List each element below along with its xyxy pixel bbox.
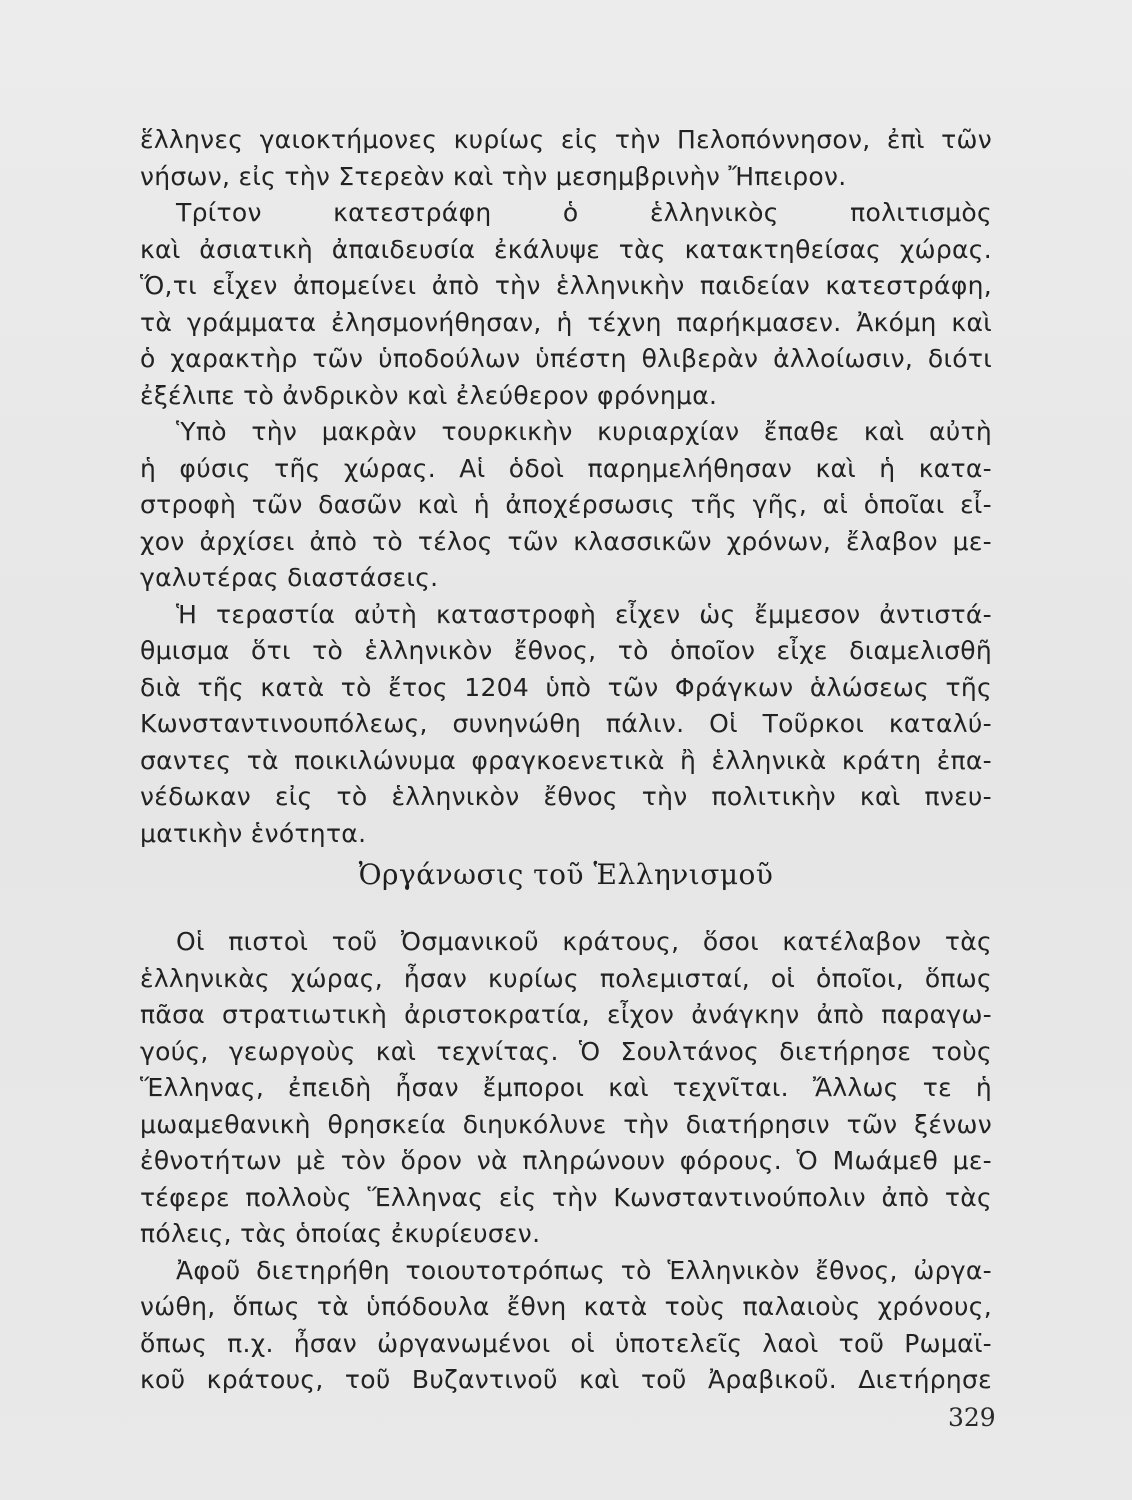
text-line: καὶ ἀσιατικὴ ἀπαιδευσία ἐκάλυψε τὰς κατακτηθείσας χώρας. (140, 234, 992, 264)
text-line: τέφερε πολλοὺς Ἕλληνας εἰς τὴν Κωνσταντινούπολιν ἀπὸ τὰς (140, 1182, 992, 1212)
text-line: διὰ τῆς κατὰ τὸ ἔτος 1204 ὑπὸ τῶν Φράγκων ἁλώσεως τῆς (140, 672, 992, 702)
text-line: γούς, γεωργοὺς καὶ τεχνίτας. Ὁ Σουλτάνος διετήρησε τοὺς (140, 1036, 992, 1066)
text-line: ἐξέλιπε τὸ ἀνδρικὸν καὶ ἐλεύθερον φρόνημα. (140, 380, 718, 410)
text-line: πᾶσα στρατιωτικὴ ἀριστοκρατία, εἶχον ἀνάγκην ἀπὸ παραγω- (140, 1000, 992, 1029)
text-line: Ἡ τεραστία αὐτὴ καταστροφὴ εἶχεν ὡς ἔμμεσον ἀντιστά- (176, 599, 992, 629)
text-line: Ἕλληνας, ἐπειδὴ ἦσαν ἔμποροι καὶ τεχνῖται. Ἄλλως τε ἡ (140, 1073, 992, 1102)
section-2-body (140, 924, 992, 1399)
text-line: σαντες τὰ ποικιλώνυμα φραγκοενετικὰ ἢ ἑλληνικὰ κράτη ἐπα- (140, 745, 992, 775)
text-line: θμισμα ὅτι τὸ ἑλληνικὸν ἔθνος, τὸ ὁποῖον εἶχε διαμελισθῆ (140, 636, 992, 665)
text-line: τὰ γράμματα ἐλησμονήθησαν, ἡ τέχνη παρήκμασεν. Ἀκόμη καὶ (140, 307, 992, 337)
text-line: ἕλληνες γαιοκτήμονες κυρίως εἰς τὴν Πελοπόννησον, ἐπὶ τῶν (140, 125, 992, 154)
section-1-body (140, 122, 992, 852)
text-line: Ὅ,τι εἶχεν ἀπομείνει ἀπὸ τὴν ἑλληνικὴν παιδείαν κατεστράφη, (140, 271, 992, 300)
text-line: ἐθνοτήτων μὲ τὸν ὅρον νὰ πληρώνουν φόρους. Ὁ Μωάμεθ με- (140, 1146, 992, 1175)
text-line: ματικὴν ἑνότητα. (140, 818, 367, 848)
text-line: χον ἀρχίσει ἀπὸ τὸ τέλος τῶν κλασσικῶν χρόνων, ἔλαβον με- (140, 526, 992, 556)
text-line: νήσων, εἰς τὴν Στερεὰν καὶ τὴν μεσημβρινὴν Ἤπειρον. (140, 161, 847, 191)
text-line: στροφὴ τῶν δασῶν καὶ ἡ ἀποχέρσωσις τῆς γῆς, αἱ ὁποῖαι εἶ- (140, 490, 992, 519)
section-heading: Ὀργάνωσις τοῦ Ἑλληνισμοῦ (358, 858, 774, 891)
text-line: ὅπως π.χ. ἦσαν ὠργανωμένοι οἱ ὑποτελεῖς λαοὶ τοῦ Ρωμαϊ- (140, 1328, 992, 1358)
text-line: κοῦ κράτους, τοῦ Βυζαντινοῦ καὶ τοῦ Ἀραβικοῦ. Διετήρησε (140, 1365, 992, 1394)
text-line: ὁ χαρακτὴρ τῶν ὑποδούλων ὑπέστη θλιβερὰν ἀλλοίωσιν, διότι (140, 344, 992, 373)
text-line: Κωνσταντινουπόλεως, συνηνώθη πάλιν. Οἱ Τοῦρκοι καταλύ- (140, 709, 992, 738)
text-line: Ὑπὸ τὴν μακρὰν τουρκικὴν κυριαρχίαν ἔπαθε καὶ αὐτὴ (176, 417, 992, 446)
text-line: νώθη, ὅπως τὰ ὑπόδουλα ἔθνη κατὰ τοὺς παλαιοὺς χρόνους, (140, 1292, 992, 1321)
page-number: 329 (948, 1403, 996, 1432)
text-line: Τρίτον κατεστράφη ὁ ἑλληνικὸς πολιτισμὸς (176, 198, 992, 227)
text-line: γαλυτέρας διαστάσεις. (140, 563, 439, 592)
text-line: Ἀφοῦ διετηρήθη τοιουτοτρόπως τὸ Ἑλληνικὸν ἔθνος, ὠργα- (176, 1255, 992, 1285)
text-line: μωαμεθανικὴ θρησκεία διηυκόλυνε τὴν διατήρησιν τῶν ξένων (140, 1109, 992, 1139)
text-line: νέδωκαν εἰς τὸ ἑλληνικὸν ἔθνος τὴν πολιτικὴν καὶ πνευ- (140, 782, 992, 811)
text-line: Οἱ πιστοὶ τοῦ Ὀσμανικοῦ κράτους, ὅσοι κατέλαβον τὰς (176, 927, 992, 956)
text-line: πόλεις, τὰς ὁποίας ἐκυρίευσεν. (140, 1219, 541, 1248)
text-line: ἡ φύσις τῆς χώρας. Αἱ ὁδοὶ παρημελήθησαν καὶ ἡ κατα- (140, 453, 992, 483)
text-line: ἑλληνικὰς χώρας, ἦσαν κυρίως πολεμισταί, οἱ ὁποῖοι, ὅπως (140, 963, 992, 993)
